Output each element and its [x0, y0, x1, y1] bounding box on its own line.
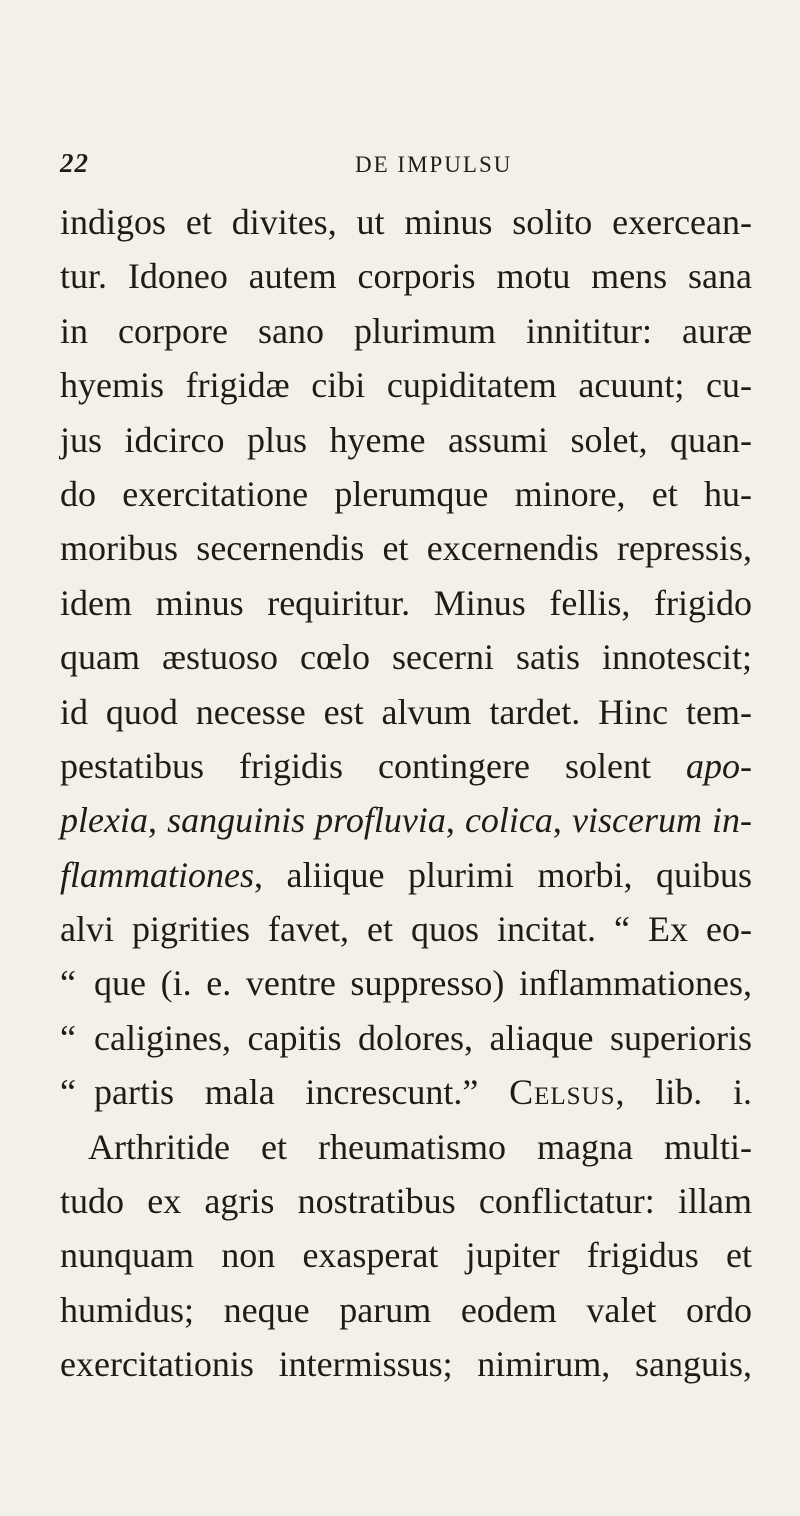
italic-term: sanguinis profluvia	[167, 800, 446, 841]
text-line: hyemis frigidæ cibi cupiditatem acuunt; cu-	[60, 365, 752, 406]
body-text	[60, 195, 752, 1392]
quote-mark: “	[60, 1017, 76, 1058]
quote-mark: “	[60, 963, 76, 1004]
text-segment: ,	[147, 800, 168, 841]
page-number: 22	[60, 148, 89, 178]
italic-term: colica	[464, 800, 553, 841]
quoted-line	[60, 1065, 752, 1119]
quoted-line	[60, 956, 752, 1010]
text-line: moribus secernendis et excernendis repressis,	[60, 528, 752, 569]
author-name: Celsus	[509, 1072, 616, 1113]
text-line: quam æstuoso cœlo secerni satis innotescit;	[60, 637, 752, 678]
text-line: indigos et divites, ut minus solito exercean-	[60, 202, 752, 242]
text-line: idem minus requiritur. Minus fellis, frigido	[60, 582, 752, 623]
text-line: exercitationis intermissus; nimirum, sanguis,	[60, 1344, 752, 1385]
italic-term: apo-	[686, 745, 752, 786]
text-line	[60, 739, 752, 793]
text-line: do exercitatione plerumque minore, et hu-	[60, 473, 752, 514]
italic-term: flammationes	[60, 854, 254, 895]
text-line: humidus; neque parum eodem valet ordo	[60, 1289, 752, 1330]
paragraph-start: Arthritide et rheumatismo magna multi-	[88, 1126, 752, 1167]
italic-term: viscerum in-	[572, 800, 753, 841]
italic-term: plexia	[60, 800, 148, 841]
quoted-line	[60, 1011, 752, 1065]
text-segment: , aliique plurimi morbi, quibus	[254, 854, 752, 895]
text-segment: , lib. i.	[615, 1072, 753, 1113]
text-line: tur. Idoneo autem corporis motu mens sana	[60, 256, 752, 297]
text-line: tudo ex agris nostratibus conflictatur: illam	[60, 1181, 752, 1222]
running-title: DE IMPULSU	[355, 152, 513, 177]
text-line	[60, 848, 752, 902]
page-header	[60, 148, 760, 188]
text-segment: que (i. e. ventre suppresso) inflammationes,	[94, 963, 752, 1004]
text-line	[60, 793, 752, 847]
text-segment: caligines, capitis dolores, aliaque superioris	[94, 1017, 752, 1058]
text-line: alvi pigrities favet, et quos incitat. “ Ex eo-	[60, 909, 752, 950]
quote-mark: “	[60, 1072, 76, 1113]
text-segment: pestatibus frigidis contingere solent	[60, 745, 651, 786]
text-line: in corpore sano plurimum innititur: auræ	[60, 310, 752, 351]
text-segment: ,	[445, 800, 465, 841]
text-line: jus idcirco plus hyeme assumi solet, quan-	[60, 419, 752, 460]
text-segment: partis mala increscunt.”	[94, 1072, 510, 1113]
text-line: nunquam non exasperat jupiter frigidus et	[60, 1235, 752, 1276]
text-line: id quod necesse est alvum tardet. Hinc tem-	[60, 691, 752, 732]
text-segment: ,	[552, 800, 572, 841]
